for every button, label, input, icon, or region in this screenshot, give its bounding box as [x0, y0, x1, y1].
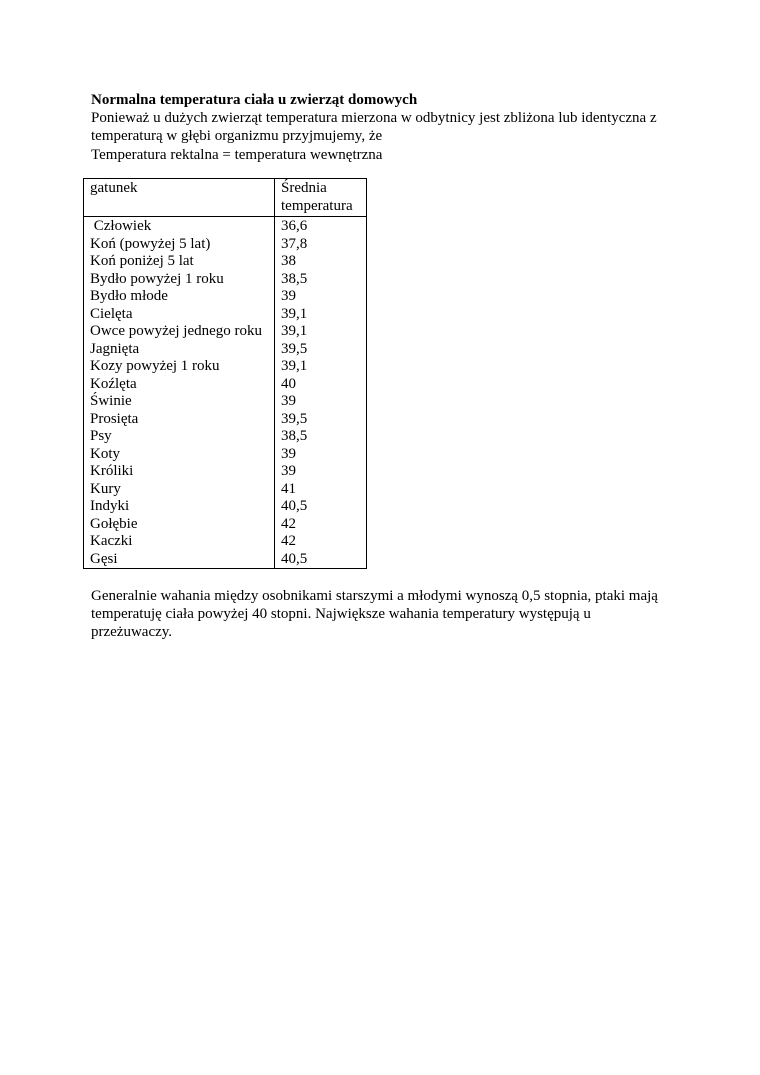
temperature-cell: 36,6	[275, 217, 367, 236]
species-cell: Koń (powyżej 5 lat)	[84, 236, 275, 254]
species-cell: Człowiek	[84, 217, 275, 236]
temperature-cell: 39	[275, 393, 367, 411]
species-cell: Świnie	[84, 393, 275, 411]
table-row	[84, 533, 367, 551]
temperature-cell: 38	[275, 253, 367, 271]
summary-line: Generalnie wahania między osobnikami starszymi a młodymi wynoszą 0,5 stopnia, ptaki mają	[91, 588, 658, 604]
table-row	[84, 253, 367, 271]
temperature-cell: 39,5	[275, 411, 367, 429]
temperature-cell: 39,1	[275, 358, 367, 376]
temperature-cell: 39	[275, 463, 367, 481]
temperature-table	[83, 178, 367, 569]
species-cell: Koń poniżej 5 lat	[84, 253, 275, 271]
table-row	[84, 551, 367, 569]
temperature-cell: 41	[275, 481, 367, 499]
species-cell: Psy	[84, 428, 275, 446]
temperature-cell: 38,5	[275, 428, 367, 446]
species-cell: Bydło młode	[84, 288, 275, 306]
table-row	[84, 323, 367, 341]
table-row	[84, 428, 367, 446]
temperature-cell: 40,5	[275, 551, 367, 569]
table-row	[84, 288, 367, 306]
species-cell: Kozy powyżej 1 roku	[84, 358, 275, 376]
species-cell: Jagnięta	[84, 341, 275, 359]
table-row	[84, 271, 367, 289]
table-row	[84, 516, 367, 534]
species-cell: Króliki	[84, 463, 275, 481]
temperature-cell: 40,5	[275, 498, 367, 516]
temperature-cell: 39	[275, 446, 367, 464]
table-row	[84, 236, 367, 254]
temperature-cell: 39,5	[275, 341, 367, 359]
table-row	[84, 411, 367, 429]
table-row	[84, 463, 367, 481]
table-row	[84, 446, 367, 464]
table-row	[84, 393, 367, 411]
table-header-row	[84, 179, 367, 217]
intro-line: Temperatura rektalna = temperatura wewnętrzna	[91, 147, 383, 163]
document-title: Normalna temperatura ciała u zwierząt domowych	[91, 92, 418, 108]
table-row	[84, 358, 367, 376]
species-cell: Bydło powyżej 1 roku	[84, 271, 275, 289]
table-row	[84, 498, 367, 516]
species-cell: Indyki	[84, 498, 275, 516]
temperature-cell: 38,5	[275, 271, 367, 289]
table-row	[84, 306, 367, 324]
table-row	[84, 217, 367, 236]
column-header-temp-line2: temperatura	[281, 197, 353, 214]
temperature-cell: 39,1	[275, 306, 367, 324]
species-cell: Gęsi	[84, 551, 275, 569]
temperature-cell: 42	[275, 516, 367, 534]
intro-line: Ponieważ u dużych zwierząt temperatura mierzona w odbytnicy jest zbliżona lub identyczna z	[91, 110, 657, 126]
table-row	[84, 481, 367, 499]
temperature-cell: 40	[275, 376, 367, 394]
temperature-cell: 39,1	[275, 323, 367, 341]
column-header-temperature	[275, 179, 367, 217]
temperature-cell: 42	[275, 533, 367, 551]
species-cell: Cielęta	[84, 306, 275, 324]
species-cell: Gołębie	[84, 516, 275, 534]
summary-line: temperatuję ciała powyżej 40 stopni. Największe wahania temperatury występują u	[91, 606, 591, 622]
intro-line: temperaturą w głębi organizmu przyjmujemy, że	[91, 128, 383, 144]
species-cell: Kaczki	[84, 533, 275, 551]
species-cell: Kury	[84, 481, 275, 499]
temperature-cell: 39	[275, 288, 367, 306]
species-cell: Koty	[84, 446, 275, 464]
species-cell: Prosięta	[84, 411, 275, 429]
column-header-temp-line1: Średnia	[281, 180, 327, 196]
column-header-species: gatunek	[84, 179, 275, 217]
table-row	[84, 341, 367, 359]
table-row	[84, 376, 367, 394]
summary-paragraph	[91, 587, 691, 641]
species-cell: Owce powyżej jednego roku	[84, 323, 275, 341]
species-cell: Koźlęta	[84, 376, 275, 394]
summary-line: przeżuwaczy.	[91, 624, 173, 640]
temperature-cell: 37,8	[275, 236, 367, 254]
intro-paragraph	[91, 109, 691, 164]
